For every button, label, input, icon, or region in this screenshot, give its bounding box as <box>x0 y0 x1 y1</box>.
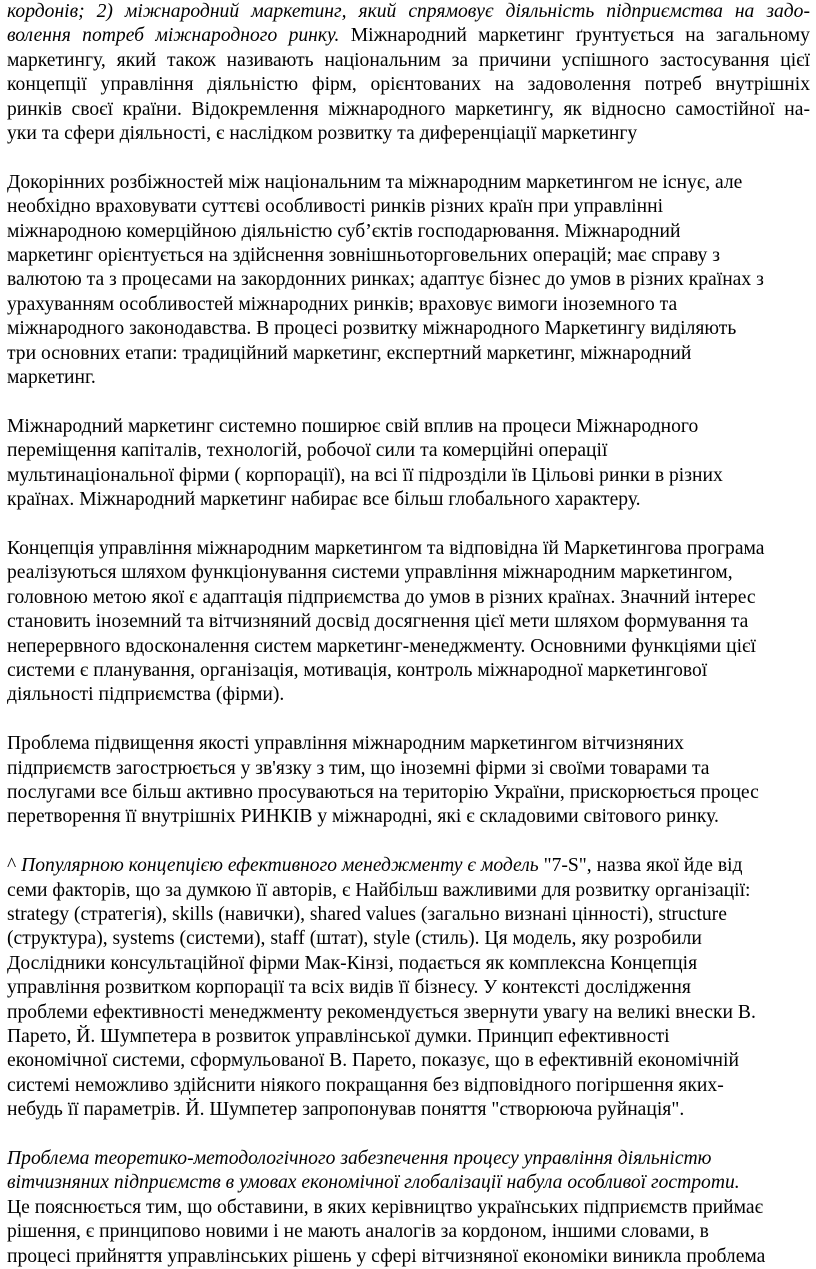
text-segment: міжнародною комерційною діяльністю суб’єктів господарювання. Міжнародний <box>7 220 681 242</box>
text-line <box>7 415 810 439</box>
text-segment: становить іноземний та вітчизняний досвід досягнення цієї мети шляхом формування та <box>7 611 749 633</box>
text-line <box>7 635 810 659</box>
text-segment: Парето, Й. Шумпетера в розвиток управлінської думки. Принцип ефективності <box>7 1025 670 1047</box>
text-segment: ринків своєї країни. Відокремлення міжнародного маркетингу, як відносно самостійної на- <box>7 98 810 120</box>
text-line <box>7 366 810 390</box>
text-line <box>7 1245 810 1269</box>
text-line <box>7 1074 810 1098</box>
text-line <box>7 610 810 634</box>
text-segment: необхідно враховувати суттєві особливості ринків різних країн при управлінні <box>7 196 664 218</box>
text-line <box>7 244 810 268</box>
text-segment: Дослідники консультаційної фірми Мак-Кінзі, подається як комплексна Концепція <box>7 952 698 974</box>
paragraph-1 <box>7 0 810 146</box>
text-segment: підприємств загострюється у зв'язку з тим, що іноземні фірми зі своїми товарами та <box>7 757 710 779</box>
text-segment: уки та сфери діяльності, є наслідком розвитку та диференціації маркетингу <box>7 123 638 145</box>
text-line <box>7 98 810 122</box>
paragraph-2 <box>7 171 810 391</box>
text-line <box>7 73 810 97</box>
text-segment: послугами все більш активно просуваються на територію України, прискорюється процес <box>7 781 759 803</box>
text-segment: реалізуються шляхом функціонування системи управління міжнародним маркетингом, <box>7 562 733 584</box>
text-line <box>7 805 810 829</box>
text-line <box>7 268 810 292</box>
text-line <box>7 659 810 683</box>
text-line <box>7 1147 810 1171</box>
text-segment: міжнародного законодавства. В процесі розвитку міжнародного Маркетингу виділяють <box>7 318 737 340</box>
text-line <box>7 879 810 903</box>
paragraph-4 <box>7 537 810 708</box>
italic-text-segment: волення потреб міжнародного ринку. <box>7 25 340 47</box>
text-segment: системи є планування, організація, мотивація, контроль міжнародної маркетингової <box>7 659 708 681</box>
text-segment: діяльності підприємства (фірми). <box>7 684 285 706</box>
text-line <box>7 195 810 219</box>
text-line <box>7 1049 810 1073</box>
text-segment: проблеми ефективності менеджменту рекомендується звернути увагу на великі внески В. <box>7 1001 756 1023</box>
text-segment: три основних етапи: традиційний маркетинг, експертний маркетинг, міжнародний <box>7 342 692 364</box>
text-line <box>7 732 810 756</box>
text-segment: Міжнародний маркетинг системно поширює свій вплив на процеси Міжнародного <box>7 415 699 437</box>
text-segment: мультинаціональної фірми ( корпорації), на всі її підрозділи їв Цільові ринки в різних <box>7 464 723 486</box>
text-segment: семи факторів, що за думкою її авторів, є Найбільш важливими для розвитку організації: <box>7 879 751 901</box>
text-line <box>7 1098 810 1122</box>
text-segment: Концепція управління міжнародним маркетингом та відповідна їй Маркетингова програма <box>7 537 765 559</box>
text-line <box>7 952 810 976</box>
text-segment: економічної системи, сформульованої В. Парето, показує, що в ефективній економічній <box>7 1050 739 1072</box>
paragraph-7 <box>7 1147 810 1269</box>
text-line <box>7 317 810 341</box>
text-line <box>7 439 810 463</box>
text-segment: валютою та з процесами на закордонних ринках; адаптує бізнес до умов в різних країнах з <box>7 269 764 291</box>
text-line <box>7 903 810 927</box>
text-segment: процесі прийняття управлінських рішень у сфері вітчизняної економіки виникла проблема <box>7 1245 766 1267</box>
text-segment: перетворення її внутрішніх РИНКІВ у міжнародні, які є складовими світового ринку. <box>7 806 719 828</box>
italic-text-segment: кордонів; 2) міжнародний маркетинг, який спрямовує діяльність підприємства на задо- <box>7 1 810 22</box>
text-segment: системі неможливо здійснити ніякого покращання без відповідного погіршення яких- <box>7 1074 724 1096</box>
text-segment: "7-S", назва якої йде від <box>538 855 743 877</box>
text-line <box>7 1220 810 1244</box>
text-line <box>7 464 810 488</box>
text-line <box>7 1171 810 1195</box>
text-line <box>7 683 810 707</box>
text-segment: Проблема підвищення якості управління міжнародним маркетингом вітчизняних <box>7 733 684 755</box>
text-line <box>7 488 810 512</box>
text-line <box>7 976 810 1000</box>
text-line <box>7 561 810 585</box>
text-line <box>7 293 810 317</box>
text-segment: ^ <box>7 855 22 877</box>
text-segment: країнах. Міжнародний маркетинг набирає все більш глобального характеру. <box>7 489 641 511</box>
text-segment: strategy (стратегія), skills (навички), shared values (загально визнані цінності), structure <box>7 903 727 925</box>
text-line <box>7 927 810 951</box>
paragraph-6 <box>7 854 810 1122</box>
italic-text-segment: Популярною концепцією ефективного менеджменту є модель <box>21 855 539 877</box>
text-line <box>7 1001 810 1025</box>
paragraph-3 <box>7 415 810 513</box>
text-segment: (структура), systems (системи), staff (штат), style (стиль). Ця модель, яку розробили <box>7 928 702 950</box>
text-line <box>7 537 810 561</box>
text-segment: рішення, є принципово новими і не мають аналогів за кордоном, іншими словами, в <box>7 1221 709 1243</box>
text-segment: переміщення капіталів, технологій, робочої сили та комерційні операції <box>7 440 608 462</box>
text-line <box>7 854 810 878</box>
text-segment: маркетинг орієнтується на здійснення зовнішньоторговельних операцій; має справу з <box>7 245 720 267</box>
italic-text-segment: вітчизняних підприємств в умовах економічної глобалізації набула особливої гостроти. <box>7 1172 740 1194</box>
text-segment: маркетингу, який також називають національним за причини успішного застосування цієї <box>7 49 810 71</box>
text-segment: урахуванням особливостей міжнародних ринків; враховує вимоги іноземного та <box>7 293 678 315</box>
text-line <box>7 342 810 366</box>
text-segment: Докорінних розбіжностей між національним та міжнародним маркетингом не існує, але <box>7 171 743 193</box>
text-line <box>7 586 810 610</box>
text-segment: Міжнародний маркетинг ґрунтується на загальному <box>339 25 810 47</box>
text-line <box>7 24 810 48</box>
text-line <box>7 0 810 24</box>
italic-text-segment: Проблема теоретико-методологічного забезпечення процесу управління діяльністю <box>7 1148 712 1169</box>
text-segment: маркетинг. <box>7 367 96 389</box>
text-line <box>7 49 810 73</box>
text-line <box>7 781 810 805</box>
text-line <box>7 171 810 195</box>
text-line <box>7 220 810 244</box>
text-segment: концепції управління діяльністю фірм, орієнтованих на задоволення потреб внутрішніх <box>7 74 810 96</box>
paragraph-5 <box>7 732 810 830</box>
text-segment: головною метою якої є адаптація підприємства до умов в різних країнах. Значний інтерес <box>7 586 756 608</box>
text-segment: небудь її параметрів. Й. Шумпетер запропонував поняття "створююча руйнація". <box>7 1099 685 1121</box>
text-line <box>7 1196 810 1220</box>
text-segment: неперервного вдосконалення систем маркетинг-менеджменту. Основними функціями цієї <box>7 635 756 657</box>
text-segment: управління розвитком корпорації та всіх видів її бізнесу. У контексті дослідження <box>7 977 691 999</box>
text-segment: Це пояснюється тим, що обставини, в яких керівництво українських підприємств приймає <box>7 1196 763 1218</box>
text-line <box>7 1025 810 1049</box>
text-line <box>7 122 810 146</box>
text-line <box>7 757 810 781</box>
